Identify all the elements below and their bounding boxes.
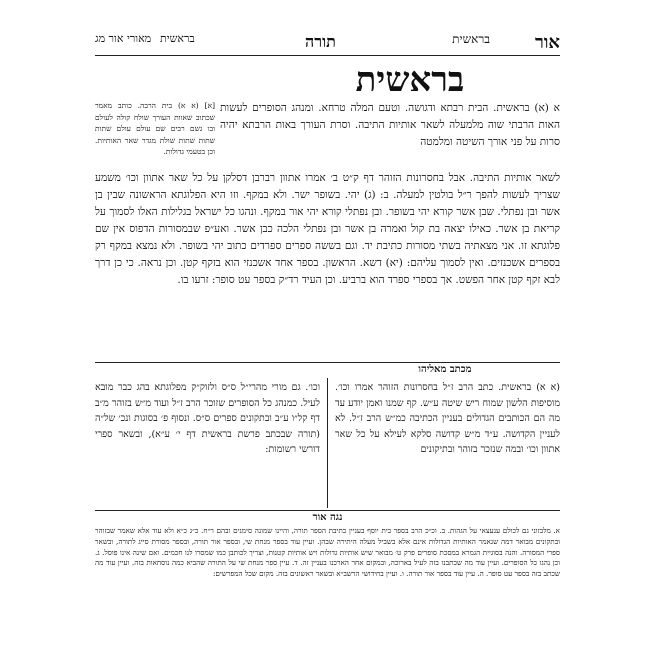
page [95, 20, 560, 635]
header-parasha-right: בראשית [452, 32, 490, 46]
footnote-rule [95, 510, 560, 511]
footnote-heading: נגה אור [312, 512, 343, 523]
section-heading: מכתב מאליהו [418, 364, 472, 375]
header-title: תורה [305, 32, 336, 51]
header-book: אור [534, 32, 560, 53]
section-rule [95, 362, 560, 363]
parasha-title: בראשית [355, 60, 465, 100]
column-divider [327, 378, 328, 508]
header-page-label: מאורי אור מג [95, 32, 152, 45]
main-text-top: א (א) בראשית. הבית רבתא ודגושה. וטעם המלה טרחא. ומנהג הסופרים לעשות האות הרבתי שוה מלמעלה לשאר אותיות התיבה. וסרת העורך באות הרבתא יהיה סרות על פני אורך השיטה ומלמטה [220, 102, 560, 148]
commentary-left-column: וכו׳. גם מורי מהרי״ל ס״ס ולזוק״ק מפלוגתא בהג כבר מובא לעיל. כמנהג כל הסופרים שזוכר הרב ז״ל ועוד מ״ש בזוהר מ״ב דף קל״ו ע״ב ובתקונים ספרים ס״ס. ונסוף פ׳ בסוגות ונכ׳ של״ה (תורה שבכתב פרשת בראשית דף י׳ ע״א), ובשאר ספרי דורשי רשומות: [95, 382, 320, 455]
header-rule [95, 55, 560, 56]
commentary-right-column: (א א) בראשית. כתב הרב ז״ל בחסרונות הזוהר אמרו וכו׳. מוסיפות הלשון שמוח ריש שיטה ע״ש. קף שמנו ואמן יודע עד מה הם הכותבים הגדולים בעניין הכתיבה כמ״ש הרב ז״ל. לא לעניין הקדושה. ע״ד מ״ש קדושה סלקא לעילא על כל שאר אתוון וכו׳ ובמה שנזכר בזוהר ובתיקונים [335, 382, 560, 455]
running-header [95, 32, 560, 54]
main-text: לשאר אותיות התיבה. אבל בחסרונות הזוהר דף ק״ט ב׳ אמרו אתוון רברבן דסלקן על כל שאר אתוון וכו׳ משמע שצריך לעשות להפך ר״ל בולטין למעלה. ב: (ג) יהי. בשופר ישר. ולא במקף. וזו היא הפלוגתא הראשונה שבין בן אשר ובן נפתלי. שבן אשר קורא יהי בשופר. ובן נפתלי קורא יהי אור במקף. ונהגו כל ישראל בגלילות האלו לסמוך על קריאת בן אשר. כאילו יצאה בת קול ואמרה בן אשר ובן נפתלי הלכה כבן אשר. ואע״פ שבמסורות הדפוס אין שם פלוגתא זו. אני מצאתיה בשתי מסורות כתיבת יד. וגם בששה ספרים ספרדים כתוב יהי בשופר. ולא נמצא במקף רק בספרים אשכנזים. ואין לסמוך עליהם: (יא) דשא. הראשון. בספר אחד אשכנזי הוא בזקף קטן. וכן נראה. כי כן דרך לבא זקף קטן אחר הפשט. אך בספרי ספרד הוא ברביע. וכן העיד רד״ק בספר עט סופר: זרעו בו. [95, 172, 560, 286]
side-note: [א] (א א) בית הרבה. כותב מאמר שכתוב שאוות העורך שולח קולה לעולם ובו גשם רבים שם עולם עולם שתות שתות שתות שולת מגדר שאר האותיות. וכן בטעמי גדולות. [95, 101, 215, 156]
footnotes: א. מלבזוני גם לכולם ענעצאי על הגהות. ב. וכ״כ הרב בספר בית יוסף בעניין כתיבת הספר תורה, והיינו שמונה סימנים ובהם ר״ח. כ״ג כ״א ולא עוד אלא שאמר שבזוהר ובתקונים מבואר דמה שנאמר האותיות הגדולות אינם אלא בשביל מעלה היתירה שבהן. ועיין עוד בספר מנחת שי, ובספר אור תורה, ובספר מסורת סייג לתורה, ובשאר ספרי המסורה. והנה בסוגיית הגמרא במסכת סופרים פרק ט׳ מבואר שיש אותיות גדולות ויש אותיות קטנות, וצריך לכותבן כמו שמסרו לנו חכמים. ואם שינה אינו פוסל. ג. וכן נהגו כל הסופרים. ועיין עוד מה שכתבנו בזה לעיל בארוכה, ובמקום אחר הארכנו בעניין זה. ד. עיין ספר מנחת שי על התורה שהביא כמה נוסחאות בזה. ועיין עוד מה שכתב בזה בספר עט סופר. ה. עיין עוד בספר אור תורה. ו. ועיין בחידושי הרשב״א ובשאר ראשונים בזה. מקום שכל המפרשים: [95, 526, 560, 579]
header-parasha-left: בראשית [160, 32, 195, 45]
